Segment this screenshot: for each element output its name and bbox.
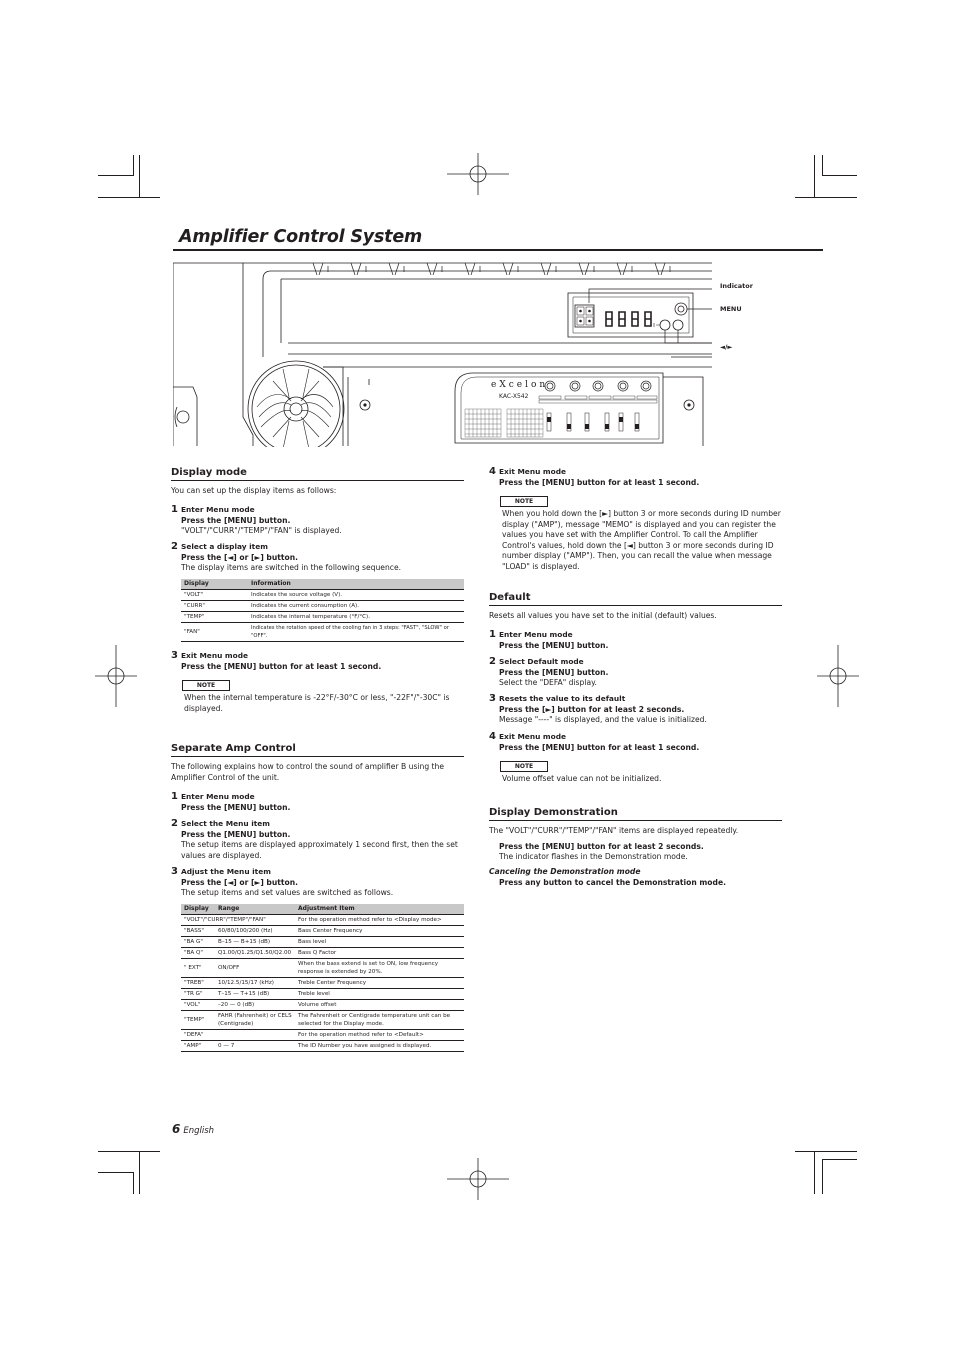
table-cell: "DEFA" (181, 1030, 295, 1041)
step-action: Press the [MENU] button. (499, 640, 609, 650)
crop-mark (795, 197, 857, 198)
note-text: When the internal temperature is -22°F/-30°C or less, "-22F"/"-30C" is displayed. (184, 693, 450, 713)
table-cell: Treble level (295, 989, 464, 1000)
step-title: Exit Menu mode (499, 467, 566, 476)
table-cell: " EXT" (181, 959, 215, 978)
demo-intro: The "VOLT"/"CURR"/"TEMP"/"FAN" items are displayed repeatedly. (489, 826, 739, 835)
step-title: Exit Menu mode (499, 731, 566, 741)
left-column (171, 467, 464, 1052)
step-action: Press the [◄] or [►] button. (181, 553, 299, 562)
step-number: 1 (489, 628, 496, 640)
step-action: Press the [MENU] button. (181, 830, 291, 839)
title-rule (173, 249, 823, 251)
registration-mark-bottom (447, 1148, 509, 1210)
step-number: 2 (171, 541, 178, 552)
table-cell: "CURR" (181, 601, 248, 612)
step-action: Press the [MENU] button for at least 1 second. (499, 478, 700, 487)
table-row (181, 959, 464, 978)
table-header: Information (248, 579, 464, 590)
step-description: The display items are switched in the following sequence. (181, 563, 402, 572)
note-label: NOTE (500, 496, 548, 507)
step-title: Select the Menu item (181, 819, 270, 828)
table-cell: "VOLT"/"CURR"/"TEMP"/"FAN" (181, 915, 295, 926)
table-row (181, 612, 464, 623)
separate-amp-heading: Separate Amp Control (171, 743, 464, 757)
demo-description: The indicator flashes in the Demonstration mode. (499, 851, 688, 861)
step-number: 2 (171, 818, 178, 829)
table-cell: T–15 — T+15 (dB) (215, 989, 295, 1000)
step-description: Select the "DEFA" display. (499, 677, 597, 687)
cancel-demo-heading: Canceling the Demonstration mode (489, 867, 641, 876)
default-step-1 (489, 630, 782, 651)
separate-amp-step-1 (171, 792, 464, 813)
table-cell: "VOL" (181, 1000, 215, 1011)
table-cell: 0 — 7 (215, 1041, 295, 1052)
note-text: Volume offset value can not be initialized. (502, 773, 662, 783)
note-label: NOTE (500, 761, 548, 772)
registration-mark-right (807, 645, 869, 707)
table-cell: Bass level (295, 937, 464, 948)
step-number: 2 (489, 655, 496, 667)
separate-amp-step-2 (171, 819, 464, 861)
step-number: 4 (489, 730, 496, 742)
page-number: 6 (172, 1122, 181, 1136)
right-column (489, 467, 782, 888)
step-title: Enter Menu mode (181, 504, 255, 514)
table-row (181, 590, 464, 601)
display-mode-heading: Display mode (171, 467, 464, 481)
table-cell: –20 — 0 (dB) (215, 1000, 295, 1011)
arrows-callout: ◄/► (720, 343, 733, 351)
step-description: The setup items are displayed approximately 1 second first, then the set values are displayed. (181, 840, 458, 860)
table-cell: The ID Number you have assigned is displayed. (295, 1041, 464, 1052)
panel-brand: eXcelon (491, 380, 549, 390)
page-title: Amplifier Control System (179, 227, 423, 247)
step-action: Press the [MENU] button. (499, 667, 609, 677)
step-number: 1 (171, 791, 178, 802)
table-cell: Bass Center Frequency (295, 926, 464, 937)
table-row (181, 1000, 464, 1011)
table-cell: When the bass extend is set to ON, low frequency response is extended by 20%. (295, 959, 464, 978)
table-header: Adjustment Item (295, 904, 464, 915)
step-action: Press the [►] button for at least 2 seconds. (499, 705, 685, 714)
crop-mark (822, 175, 857, 176)
step-number: 3 (171, 866, 178, 877)
separate-amp-step-3 (171, 867, 464, 899)
panel-model: KAC-X542 (499, 393, 529, 400)
step-description: Message "----" is displayed, and the value is initialized. (499, 715, 707, 724)
table-row (181, 948, 464, 959)
table-row (181, 978, 464, 989)
table-cell: ON/OFF (215, 959, 295, 978)
table-cell: "VOLT" (181, 590, 248, 601)
table-cell: For the operation method refer to <Display mode> (295, 915, 464, 926)
note-text: When you hold down the [►] button 3 or more seconds during ID number display ("AMP"), message "MEMO" is displayed and you can register the values you have set with the Amplifier Control. To call the Amplifier Control's values, hold down the [◄] button 3 or more seconds during ID number display ("AMP"). Then, you can recall the value when message "LOAD" is displayed. (502, 509, 781, 571)
step-title: Enter Menu mode (499, 629, 573, 639)
table-cell: The Fahrenheit or Centigrade temperature unit can be selected for the Display mode. (295, 1011, 464, 1030)
table-row (181, 989, 464, 1000)
crop-mark (822, 155, 823, 176)
crop-mark (139, 1151, 140, 1194)
crop-mark (133, 1172, 134, 1194)
crop-mark (795, 1151, 857, 1152)
step-title: Exit Menu mode (181, 651, 248, 660)
default-heading: Default (489, 592, 782, 606)
table-row (181, 1030, 464, 1041)
step-action: Press the [MENU] button. (181, 803, 291, 812)
table-row (181, 937, 464, 948)
table-cell: Volume offset (295, 1000, 464, 1011)
default-step-4 (489, 732, 782, 785)
step-title: Select Default mode (499, 656, 584, 666)
table-row (181, 915, 464, 926)
step-action: Press the [MENU] button for at least 1 second. (181, 662, 382, 671)
table-row (181, 1011, 464, 1030)
adjustment-items-table (181, 904, 464, 1053)
display-mode-step-2 (171, 542, 464, 574)
table-header: Range (215, 904, 295, 915)
separate-amp-intro: The following explains how to control the sound of amplifier B using the Amplifier Control of the unit. (171, 762, 445, 782)
table-cell: Indicates the current consumption (A). (248, 601, 464, 612)
step-description: "VOLT"/"CURR"/"TEMP"/"FAN" is displayed. (181, 525, 342, 535)
table-cell: "TEMP" (181, 1011, 215, 1030)
page-language: English (183, 1126, 215, 1136)
table-cell: Q1.00/Q1.25/Q1.50/Q2.00 (215, 948, 295, 959)
table-cell: "BA Q" (181, 948, 215, 959)
step-title: Select a display item (181, 542, 268, 551)
registration-mark-top (447, 143, 509, 205)
indicator-callout: Indicator (720, 282, 753, 290)
table-cell: Indicates the rotation speed of the cooling fan in 3 steps: "FAST", "SLOW" or "OFF". (248, 623, 464, 642)
default-intro: Resets all values you have set to the initial (default) values. (489, 611, 717, 620)
step-action: Press the [MENU] button. (181, 515, 291, 525)
table-cell: "TR G" (181, 989, 215, 1000)
display-items-table (181, 579, 464, 643)
table-cell: 10/12.5/15/17 (kHz) (215, 978, 295, 989)
step-number: 4 (489, 466, 496, 477)
table-cell: Indicates the source voltage (V). (248, 590, 464, 601)
note-label: NOTE (182, 680, 230, 691)
table-cell: "BASS" (181, 926, 215, 937)
table-cell: "FAN" (181, 623, 248, 642)
step-action: Press the [◄] or [►] button. (181, 878, 299, 887)
demo-action: Press the [MENU] button for at least 2 seconds. (499, 841, 704, 851)
demo-heading: Display Demonstration (489, 807, 782, 821)
display-mode-step-1 (171, 505, 464, 537)
crop-mark (139, 155, 140, 198)
crop-mark (814, 1151, 815, 1194)
table-row (181, 623, 464, 642)
table-cell: For the operation method refer to <Default> (295, 1030, 464, 1041)
table-cell: B–15 — B+15 (dB) (215, 937, 295, 948)
step-title: Resets the value to its default (499, 694, 626, 703)
table-cell: 60/80/100/200 (Hz) (215, 926, 295, 937)
registration-mark-left (85, 645, 147, 707)
crop-mark (98, 197, 160, 198)
table-cell: Bass Q Factor (295, 948, 464, 959)
crop-mark (133, 155, 134, 176)
table-row (181, 926, 464, 937)
separate-amp-step-4 (489, 467, 782, 572)
amplifier-illustration (173, 257, 712, 447)
table-row (181, 1041, 464, 1052)
table-cell: FAHR (Fahrenheit) or CELS (Centigrade) (215, 1011, 295, 1030)
step-title: Adjust the Menu item (181, 867, 271, 876)
table-header: Display (181, 904, 215, 915)
step-description: The setup items and set values are switched as follows. (181, 888, 394, 897)
display-mode-step-3 (171, 651, 464, 714)
table-row (181, 601, 464, 612)
table-cell: Indicates the internal temperature (°F/°C). (248, 612, 464, 623)
step-number: 3 (489, 693, 496, 704)
step-number: 1 (171, 503, 178, 515)
table-cell: "BA G" (181, 937, 215, 948)
default-step-2 (489, 657, 782, 689)
cancel-demo-action: Press any button to cancel the Demonstration mode. (499, 878, 726, 887)
crop-mark (98, 175, 133, 176)
menu-callout: MENU (720, 305, 742, 313)
crop-mark (814, 155, 815, 198)
default-step-3 (489, 694, 782, 726)
table-cell: "TREB" (181, 978, 215, 989)
crop-mark (98, 1151, 160, 1152)
crop-mark (822, 1159, 823, 1194)
step-action: Press the [MENU] button for at least 1 second. (499, 742, 700, 752)
step-title: Enter Menu mode (181, 792, 255, 801)
display-mode-intro: You can set up the display items as follows: (171, 486, 337, 495)
table-header: Display (181, 579, 248, 590)
table-cell: "TEMP" (181, 612, 248, 623)
step-number: 3 (171, 650, 178, 661)
table-cell: "AMP" (181, 1041, 215, 1052)
crop-mark (98, 1172, 133, 1173)
crop-mark (822, 1159, 857, 1160)
table-cell: Treble Center Frequency (295, 978, 464, 989)
page-footer (172, 1118, 214, 1137)
